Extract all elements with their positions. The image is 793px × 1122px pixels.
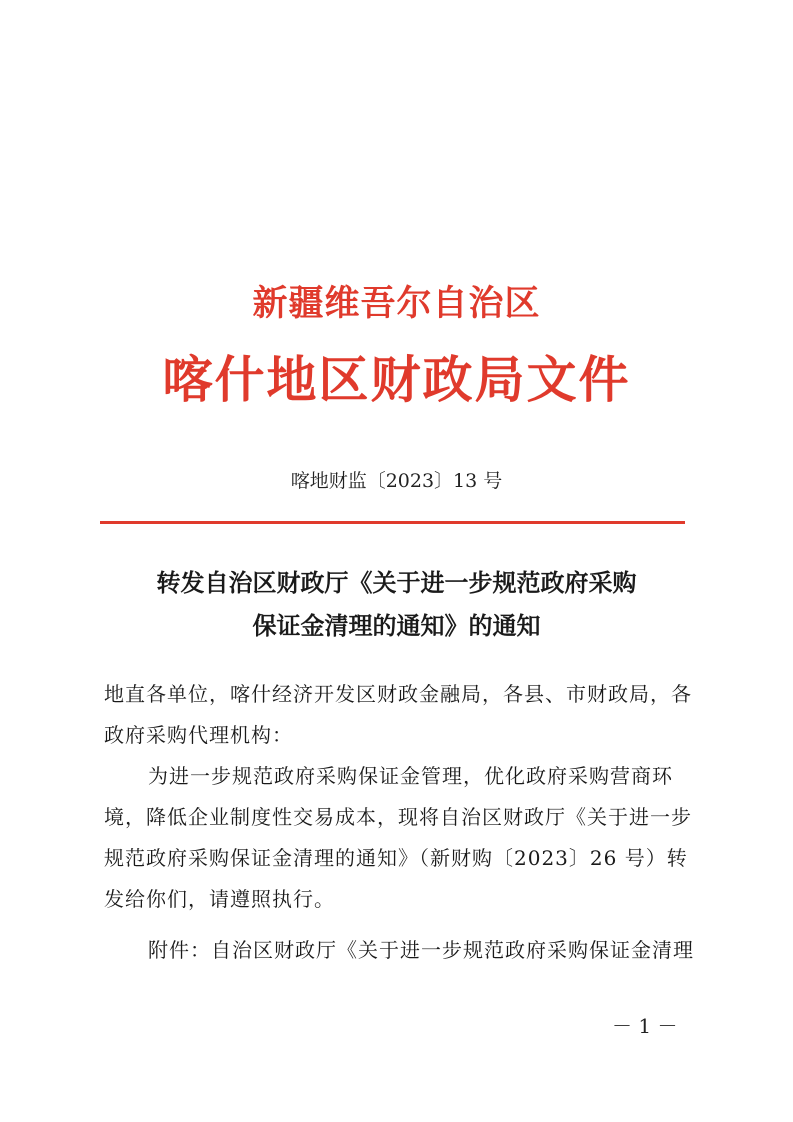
paragraph-line: 规范政府采购保证金清理的通知》（新财购〔2023〕26 号）转: [104, 846, 688, 870]
document-number: 喀地财监〔2023〕13 号: [290, 470, 503, 492]
attachment-note: [104, 930, 694, 971]
header-issuer: 喀什地区财政局文件: [162, 350, 631, 409]
page-number: － 1 －: [612, 1014, 678, 1038]
salutation-line: 地直各单位，喀什经济开发区财政金融局，各县、市财政局，各: [104, 682, 692, 706]
document-title: [0, 561, 793, 647]
salutation-line: 政府采购代理机构：: [104, 723, 293, 747]
paragraph-line: 境，降低企业制度性交易成本，现将自治区财政厅《关于进一步: [104, 805, 692, 829]
salutation: [104, 674, 694, 756]
body-paragraph: [104, 756, 694, 920]
attachment-line: 附件：自治区财政厅《关于进一步规范政府采购保证金清理: [148, 938, 694, 962]
header-region: 新疆维吾尔自治区: [252, 283, 541, 324]
red-divider: [100, 521, 685, 524]
paragraph-line: 发给你们，请遵照执行。: [104, 887, 335, 911]
title-line: 转发自治区财政厅《关于进一步规范政府采购: [156, 568, 637, 597]
title-line: 保证金清理的通知》的通知: [252, 611, 541, 640]
paragraph-line: 为进一步规范政府采购保证金管理，优化政府采购营商环: [148, 764, 673, 788]
